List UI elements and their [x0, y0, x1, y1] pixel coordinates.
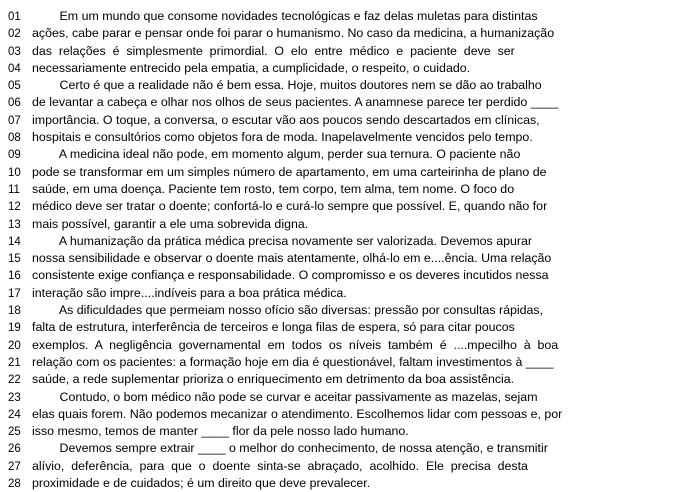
line-number: 27: [8, 460, 21, 473]
line-number: 03: [8, 45, 21, 58]
line-number: 18: [8, 305, 21, 318]
line-text: pode se transformar em um simples número de apartamento, em uma carteirinha de plano de: [32, 164, 547, 179]
line-text: mais possível, garantir a ele uma sobrevida digna.: [32, 216, 309, 231]
line-number: 10: [8, 166, 21, 179]
line-number: 14: [8, 235, 21, 248]
text-line: [8, 302, 686, 319]
text-line: [8, 233, 686, 250]
line-number: 24: [8, 408, 21, 421]
line-number: 22: [8, 374, 21, 387]
text-line: [8, 458, 686, 475]
line-text: ações, cabe parar e pensar onde foi parar o humanismo. No caso da medicina, a humanização: [32, 26, 555, 41]
text-line: [8, 216, 686, 233]
text-line: [8, 77, 686, 94]
line-number: 26: [8, 443, 21, 456]
text-line: [8, 354, 686, 371]
line-number: 20: [8, 339, 21, 352]
line-number: 28: [8, 478, 21, 491]
line-text: A humanização da prática médica precisa novamente ser valorizada. Devemos apurar: [32, 233, 533, 248]
line-number: 16: [8, 270, 21, 283]
line-text: importância. O toque, a conversa, o escutar vão aos poucos sendo descartados em clínicas,: [32, 112, 540, 127]
text-line: [8, 181, 686, 198]
text-line: [8, 389, 686, 406]
line-number: 15: [8, 253, 21, 266]
text-line: [8, 164, 686, 181]
line-number: 19: [8, 322, 21, 335]
line-text: Devemos sempre extrair ____ o melhor do conhecimento, de nossa atenção, e transmitir: [32, 441, 548, 456]
line-number: 25: [8, 426, 21, 439]
line-text: As dificuldades que permeiam nosso ofício são diversas: pressão por consultas rápidas,: [32, 303, 544, 318]
line-text: consistente exige confiança e responsabilidade. O compromisso e os deveres incutidos nessa: [32, 268, 549, 283]
text-line: [8, 25, 686, 42]
line-number: 21: [8, 356, 21, 369]
line-number: 04: [8, 62, 21, 75]
line-text: saúde, em uma doença. Paciente tem rosto, tem corpo, tem alma, tem nome. O foco do: [32, 181, 515, 196]
text-line: [8, 198, 686, 215]
line-text: nossa sensibilidade e observar o doente mais atentamente, olhá-lo em e....ência. Uma relação: [32, 251, 552, 266]
text-line: [8, 8, 686, 25]
line-number: 23: [8, 391, 21, 404]
line-number: 13: [8, 218, 21, 231]
text-line: [8, 371, 686, 388]
text-line: [8, 423, 686, 440]
line-text: saúde, a rede suplementar prioriza o enriquecimento em detrimento da boa assistência.: [32, 372, 515, 387]
text-line: [8, 267, 686, 284]
text-line: [8, 406, 686, 423]
line-text: relação com os pacientes: a formação hoje em dia é questionável, faltam investimentos à ____: [32, 354, 554, 369]
line-text: hospitais e consultórios como objetos fora de moda. Inapelavelmente vencidos pelo tempo.: [32, 130, 533, 145]
line-number: 07: [8, 114, 21, 127]
line-number: 01: [8, 11, 21, 23]
text-line: [8, 94, 686, 111]
text-line: [8, 129, 686, 146]
text-line: [8, 60, 686, 77]
line-number: 05: [8, 80, 21, 93]
line-text: elas quais forem. Não podemos mecanizar o atendimento. Escolhemos lidar com pessoas e, por: [32, 406, 563, 421]
numbered-text-body: [8, 8, 686, 492]
line-text: médico deve ser tratar o doente; confortá-lo e curá-lo sempre que possível. E, quando não for: [32, 199, 548, 214]
text-line: [8, 146, 686, 163]
line-text: proximidade e de cuidados; é um direito que deve prevalecer.: [32, 476, 371, 491]
text-line: [8, 250, 686, 267]
text-line: [8, 440, 686, 457]
line-text: falta de estrutura, interferência de terceiros e longa filas de espera, só para citar poucos: [32, 320, 515, 335]
line-number: 06: [8, 97, 21, 110]
text-line: [8, 43, 686, 60]
line-text: exemplos. A negligência governamental em todos os níveis também é ....mpecilho à boa: [32, 337, 559, 352]
line-text: interação são impre....indíveis para a boa prática médica.: [32, 285, 347, 300]
line-text: Contudo, o bom médico não pode se curvar e aceitar passivamente as mazelas, sejam: [32, 389, 538, 404]
text-line: [8, 112, 686, 129]
line-number: 11: [8, 183, 20, 196]
text-line: [8, 475, 686, 492]
text-line: [8, 337, 686, 354]
line-number: 02: [8, 28, 21, 41]
line-text: alívio, deferência, para que o doente sinta-se abraçado, acolhido. Ele precisa desta: [32, 458, 528, 473]
line-text: necessariamente entrecido pela empatia, a cumplicidade, o respeito, o cuidado.: [32, 60, 471, 75]
line-number: 09: [8, 149, 21, 162]
line-text: Certo é que a realidade não é bem essa. Hoje, muitos doutores nem se dão ao trabalho: [32, 78, 542, 93]
line-text: de levantar a cabeça e olhar nos olhos de seus pacientes. A anamnese parece ter perdido ____: [32, 95, 559, 110]
text-line: [8, 319, 686, 336]
line-text: isso mesmo, temos de manter ____ flor da pele nosso lado humano.: [32, 424, 409, 439]
line-text: A medicina ideal não pode, em momento algum, perder sua ternura. O paciente não: [32, 147, 521, 162]
line-number: 17: [8, 287, 21, 300]
line-text: das relações é simplesmente primordial. O elo entre médico e paciente deve ser: [32, 43, 515, 58]
line-number: 08: [8, 132, 21, 145]
text-line: [8, 285, 686, 302]
line-number: 12: [8, 201, 21, 214]
line-text: Em um mundo que consome novidades tecnológicas e faz delas muletas para distintas: [32, 9, 538, 23]
